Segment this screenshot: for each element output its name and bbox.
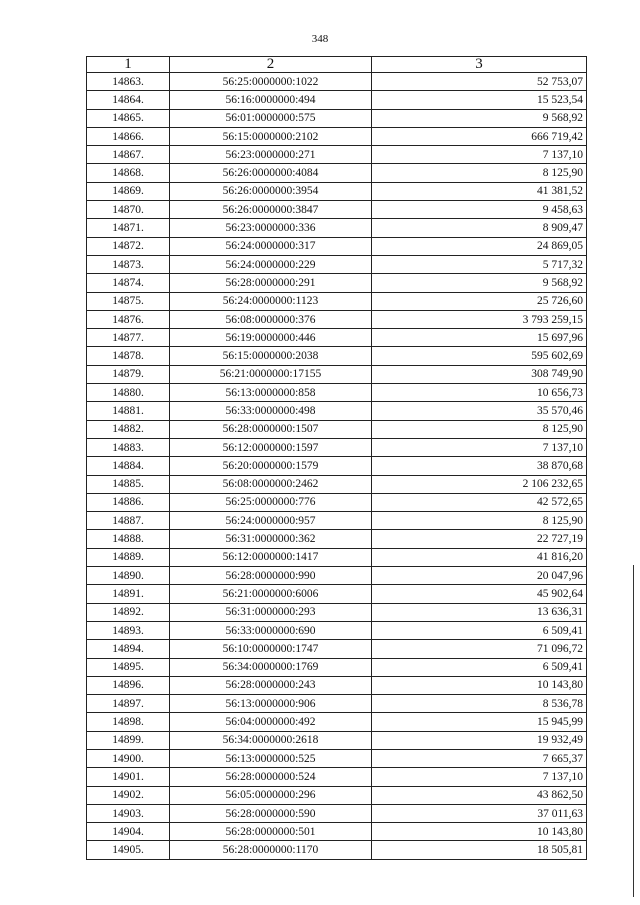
- row-number-cell: 14901.: [87, 768, 170, 786]
- row-number-cell: 14895.: [87, 658, 170, 676]
- table-row: [87, 329, 587, 347]
- cadastral-number-cell: 56:25:0000000:1022: [170, 73, 372, 91]
- row-number-cell: 14877.: [87, 329, 170, 347]
- amount-cell: 5 717,32: [372, 255, 587, 273]
- amount-cell: 8 125,90: [372, 512, 587, 530]
- row-number-cell: 14884.: [87, 457, 170, 475]
- cadastral-number-cell: 56:24:0000000:957: [170, 512, 372, 530]
- table-row: [87, 457, 587, 475]
- amount-cell: 6 509,41: [372, 621, 587, 639]
- amount-cell: 8 536,78: [372, 695, 587, 713]
- cadastral-number-cell: 56:16:0000000:494: [170, 91, 372, 109]
- amount-cell: 22 727,19: [372, 530, 587, 548]
- table-header: [87, 57, 587, 73]
- amount-cell: 19 932,49: [372, 731, 587, 749]
- cadastral-number-cell: 56:33:0000000:690: [170, 621, 372, 639]
- cadastral-number-cell: 56:20:0000000:1579: [170, 457, 372, 475]
- row-number-cell: 14876.: [87, 310, 170, 328]
- amount-cell: 43 862,50: [372, 786, 587, 804]
- cadastral-number-cell: 56:33:0000000:498: [170, 402, 372, 420]
- cadastral-number-cell: 56:23:0000000:336: [170, 219, 372, 237]
- amount-cell: 52 753,07: [372, 73, 587, 91]
- cadastral-number-cell: 56:28:0000000:990: [170, 567, 372, 585]
- amount-cell: 10 143,80: [372, 676, 587, 694]
- table-row: [87, 567, 587, 585]
- cadastral-number-cell: 56:24:0000000:229: [170, 255, 372, 273]
- amount-cell: 7 137,10: [372, 438, 587, 456]
- table-row: [87, 823, 587, 841]
- table-row: [87, 402, 587, 420]
- row-number-cell: 14872.: [87, 237, 170, 255]
- column-header-3: 3: [372, 57, 587, 73]
- row-number-cell: 14888.: [87, 530, 170, 548]
- cadastral-number-cell: 56:21:0000000:17155: [170, 365, 372, 383]
- cadastral-number-cell: 56:31:0000000:362: [170, 530, 372, 548]
- cadastral-number-cell: 56:26:0000000:4084: [170, 164, 372, 182]
- row-number-cell: 14880.: [87, 384, 170, 402]
- table-row: [87, 768, 587, 786]
- row-number-cell: 14890.: [87, 567, 170, 585]
- row-number-cell: 14900.: [87, 749, 170, 767]
- row-number-cell: 14871.: [87, 219, 170, 237]
- amount-cell: 15 945,99: [372, 713, 587, 731]
- page-number: 348: [311, 33, 329, 45]
- amount-cell: 41 381,52: [372, 182, 587, 200]
- cadastral-number-cell: 56:26:0000000:3954: [170, 182, 372, 200]
- cadastral-number-cell: 56:28:0000000:1507: [170, 420, 372, 438]
- row-number-cell: 14903.: [87, 804, 170, 822]
- table-row: [87, 73, 587, 91]
- cadastral-number-cell: 56:28:0000000:243: [170, 676, 372, 694]
- row-number-cell: 14883.: [87, 438, 170, 456]
- cadastral-number-cell: 56:08:0000000:2462: [170, 475, 372, 493]
- row-number-cell: 14892.: [87, 603, 170, 621]
- amount-cell: 15 697,96: [372, 329, 587, 347]
- table-row: [87, 255, 587, 273]
- table-row: [87, 109, 587, 127]
- cadastral-number-cell: 56:15:0000000:2038: [170, 347, 372, 365]
- amount-cell: 10 656,73: [372, 384, 587, 402]
- row-number-cell: 14881.: [87, 402, 170, 420]
- cadastral-number-cell: 56:19:0000000:446: [170, 329, 372, 347]
- amount-cell: 666 719,42: [372, 127, 587, 145]
- table-row: [87, 91, 587, 109]
- cadastral-number-cell: 56:13:0000000:906: [170, 695, 372, 713]
- row-number-cell: 14894.: [87, 640, 170, 658]
- column-header-1: 1: [87, 57, 170, 73]
- amount-cell: 15 523,54: [372, 91, 587, 109]
- table-row: [87, 310, 587, 328]
- amount-cell: 42 572,65: [372, 493, 587, 511]
- cadastral-number-cell: 56:28:0000000:1170: [170, 841, 372, 859]
- amount-cell: 8 125,90: [372, 164, 587, 182]
- row-number-cell: 14875.: [87, 292, 170, 310]
- amount-cell: 35 570,46: [372, 402, 587, 420]
- amount-cell: 8 125,90: [372, 420, 587, 438]
- amount-cell: 7 137,10: [372, 768, 587, 786]
- amount-cell: 18 505,81: [372, 841, 587, 859]
- table-row: [87, 438, 587, 456]
- amount-cell: 13 636,31: [372, 603, 587, 621]
- table-row: [87, 676, 587, 694]
- cadastral-number-cell: 56:04:0000000:492: [170, 713, 372, 731]
- table-row: [87, 274, 587, 292]
- cadastral-number-cell: 56:05:0000000:296: [170, 786, 372, 804]
- table-row: [87, 365, 587, 383]
- header-row: [87, 57, 587, 73]
- cadastral-number-cell: 56:28:0000000:590: [170, 804, 372, 822]
- row-number-cell: 14899.: [87, 731, 170, 749]
- table-row: [87, 182, 587, 200]
- cadastral-number-cell: 56:24:0000000:317: [170, 237, 372, 255]
- table-row: [87, 292, 587, 310]
- cadastral-number-cell: 56:13:0000000:525: [170, 749, 372, 767]
- table-row: [87, 164, 587, 182]
- cadastral-number-cell: 56:34:0000000:2618: [170, 731, 372, 749]
- table-row: [87, 713, 587, 731]
- cadastral-number-cell: 56:26:0000000:3847: [170, 201, 372, 219]
- cadastral-number-cell: 56:23:0000000:271: [170, 146, 372, 164]
- table-row: [87, 237, 587, 255]
- table-row: [87, 731, 587, 749]
- table-row: [87, 512, 587, 530]
- cadastral-number-cell: 56:31:0000000:293: [170, 603, 372, 621]
- amount-cell: 2 106 232,65: [372, 475, 587, 493]
- table-row: [87, 201, 587, 219]
- amount-cell: 24 869,05: [372, 237, 587, 255]
- amount-cell: 71 096,72: [372, 640, 587, 658]
- table-row: [87, 658, 587, 676]
- row-number-cell: 14865.: [87, 109, 170, 127]
- row-number-cell: 14887.: [87, 512, 170, 530]
- table-row: [87, 621, 587, 639]
- amount-cell: 37 011,63: [372, 804, 587, 822]
- cadastral-number-cell: 56:13:0000000:858: [170, 384, 372, 402]
- row-number-cell: 14905.: [87, 841, 170, 859]
- table-row: [87, 493, 587, 511]
- table-body: [87, 73, 587, 860]
- amount-cell: 25 726,60: [372, 292, 587, 310]
- amount-cell: 38 870,68: [372, 457, 587, 475]
- table-row: [87, 219, 587, 237]
- row-number-cell: 14898.: [87, 713, 170, 731]
- cadastral-number-cell: 56:34:0000000:1769: [170, 658, 372, 676]
- cadastral-number-cell: 56:24:0000000:1123: [170, 292, 372, 310]
- amount-cell: 9 568,92: [372, 274, 587, 292]
- row-number-cell: 14893.: [87, 621, 170, 639]
- table-row: [87, 841, 587, 859]
- table-row: [87, 695, 587, 713]
- row-number-cell: 14885.: [87, 475, 170, 493]
- table-row: [87, 146, 587, 164]
- table-row: [87, 475, 587, 493]
- row-number-cell: 14867.: [87, 146, 170, 164]
- amount-cell: 595 602,69: [372, 347, 587, 365]
- amount-cell: 9 458,63: [372, 201, 587, 219]
- amount-cell: 8 909,47: [372, 219, 587, 237]
- row-number-cell: 14902.: [87, 786, 170, 804]
- table-row: [87, 749, 587, 767]
- table-row: [87, 548, 587, 566]
- row-number-cell: 14866.: [87, 127, 170, 145]
- amount-cell: 3 793 259,15: [372, 310, 587, 328]
- table-row: [87, 347, 587, 365]
- row-number-cell: 14874.: [87, 274, 170, 292]
- row-number-cell: 14882.: [87, 420, 170, 438]
- cadastral-number-cell: 56:12:0000000:1417: [170, 548, 372, 566]
- amount-cell: 6 509,41: [372, 658, 587, 676]
- cadastral-number-cell: 56:25:0000000:776: [170, 493, 372, 511]
- amount-cell: 7 665,37: [372, 749, 587, 767]
- amount-cell: 10 143,80: [372, 823, 587, 841]
- registry-table: [86, 56, 587, 860]
- amount-cell: 41 816,20: [372, 548, 587, 566]
- table-row: [87, 384, 587, 402]
- row-number-cell: 14878.: [87, 347, 170, 365]
- row-number-cell: 14889.: [87, 548, 170, 566]
- row-number-cell: 14897.: [87, 695, 170, 713]
- cadastral-number-cell: 56:28:0000000:501: [170, 823, 372, 841]
- table-row: [87, 420, 587, 438]
- cadastral-number-cell: 56:12:0000000:1597: [170, 438, 372, 456]
- amount-cell: 7 137,10: [372, 146, 587, 164]
- row-number-cell: 14870.: [87, 201, 170, 219]
- table-row: [87, 786, 587, 804]
- amount-cell: 20 047,96: [372, 567, 587, 585]
- row-number-cell: 14879.: [87, 365, 170, 383]
- row-number-cell: 14864.: [87, 91, 170, 109]
- table-row: [87, 585, 587, 603]
- table-row: [87, 804, 587, 822]
- cadastral-number-cell: 56:28:0000000:524: [170, 768, 372, 786]
- row-number-cell: 14868.: [87, 164, 170, 182]
- row-number-cell: 14873.: [87, 255, 170, 273]
- cadastral-number-cell: 56:10:0000000:1747: [170, 640, 372, 658]
- row-number-cell: 14869.: [87, 182, 170, 200]
- cadastral-number-cell: 56:15:0000000:2102: [170, 127, 372, 145]
- table-row: [87, 530, 587, 548]
- cadastral-number-cell: 56:08:0000000:376: [170, 310, 372, 328]
- column-header-2: 2: [170, 57, 372, 73]
- cadastral-number-cell: 56:28:0000000:291: [170, 274, 372, 292]
- table-row: [87, 127, 587, 145]
- scan-edge-line: [633, 565, 634, 897]
- table-row: [87, 640, 587, 658]
- amount-cell: 45 902,64: [372, 585, 587, 603]
- row-number-cell: 14904.: [87, 823, 170, 841]
- cadastral-number-cell: 56:21:0000000:6006: [170, 585, 372, 603]
- row-number-cell: 14886.: [87, 493, 170, 511]
- row-number-cell: 14863.: [87, 73, 170, 91]
- amount-cell: 308 749,90: [372, 365, 587, 383]
- cadastral-number-cell: 56:01:0000000:575: [170, 109, 372, 127]
- row-number-cell: 14891.: [87, 585, 170, 603]
- amount-cell: 9 568,92: [372, 109, 587, 127]
- row-number-cell: 14896.: [87, 676, 170, 694]
- table-row: [87, 603, 587, 621]
